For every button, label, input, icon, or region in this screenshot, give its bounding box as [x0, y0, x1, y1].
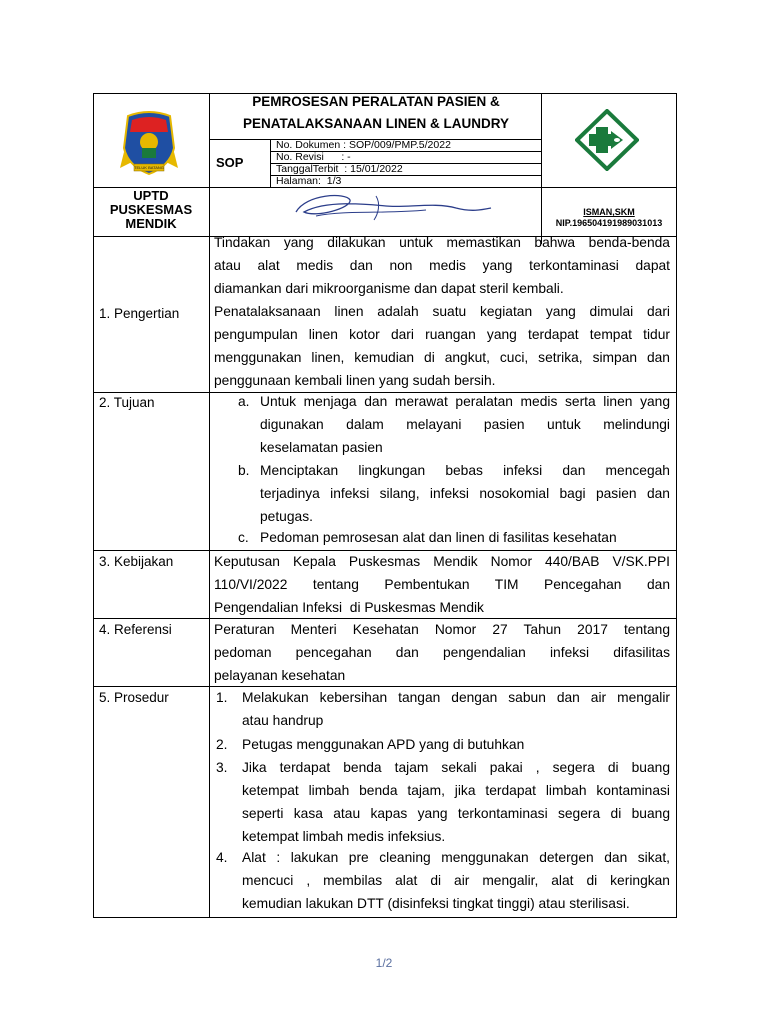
divider	[209, 93, 210, 918]
signature	[286, 190, 496, 226]
document-title: PEMROSESAN PERALATAN PASIEN &	[252, 94, 500, 109]
page-count: Halaman: 1/3	[276, 175, 342, 187]
section-label-kebijakan: 3. Kebijakan	[99, 554, 174, 569]
pengertian-text: Tindakan yang dilakukan untuk memastikan bahwa benda-benda atau alat medis dan non medis yang terkontaminasi dapat diamankan dari mikroorganisme dan dapat steril kembali. Penatalaksanaan linen adalah suatu kegiatan yang dimulai dari pengumpulan linen kotor dari ruangan yang terdapat tempat tidur menggunakan linen, kemudian di angkut, cuci, setrika, simpan dan penggunaan kembali linen yang sudah bersih.	[214, 235, 670, 388]
divider	[93, 187, 677, 188]
revision-number: No. Revisi : -	[276, 151, 351, 163]
section-label-pengertian: 1. Pengertian	[99, 306, 180, 321]
organization-name: UPTD PUSKESMAS MENDIK	[109, 188, 193, 231]
logo-banner: TELUK BATANG	[134, 165, 164, 170]
document-title: PENATALAKSANAAN LINEN & LAUNDRY	[243, 116, 509, 131]
signer-name: ISMAN,SKM	[583, 207, 635, 217]
document-number: No. Dokumen : SOP/009/PMP.5/2022	[276, 139, 451, 151]
sop-label: SOP	[216, 155, 244, 170]
kebijakan-text: Keputusan Kepala Puskesmas Mendik Nomor 440/BAB V/SK.PPI 110/VI/2022 tentang Pembentukan TIM Pencegahan dan Pengendalian Infeksi di Puskesmas Mendik	[214, 554, 670, 615]
signer-nip: NIP.196504191989031013	[555, 218, 663, 228]
page-number: 1/2	[375, 956, 393, 970]
referensi-text: Peraturan Menteri Kesehatan Nomor 27 Tahun 2017 tentang pedoman pencegahan dan pengendalian infeksi difasilitas pelayanan kesehatan	[214, 622, 670, 683]
issue-date: TanggalTerbit : 15/01/2022	[276, 163, 403, 175]
puskesmas-logo	[575, 109, 639, 171]
section-label-tujuan: 2. Tujuan	[99, 395, 155, 410]
section-label-prosedur: 5. Prosedur	[99, 690, 169, 705]
section-label-referensi: 4. Referensi	[99, 622, 172, 637]
